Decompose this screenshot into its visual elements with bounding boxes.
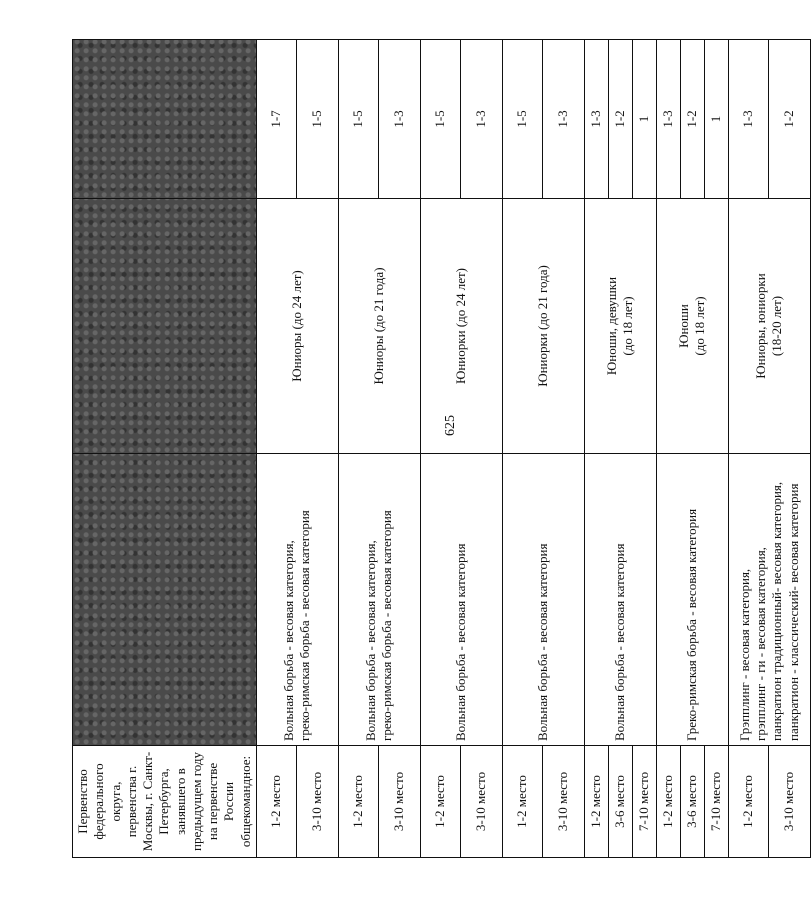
place-cell: 1-2 место	[338, 746, 378, 858]
discipline-line: Вольная борьба - весовая категория	[535, 543, 551, 741]
rotated-table-wrapper	[72, 40, 801, 858]
table-row	[256, 40, 296, 858]
qualification-table	[72, 39, 811, 858]
age-group-line: Юниорки (до 21 года)	[535, 265, 551, 387]
header-first-cell: Первенство федерального округа, первенства г. Москвы, г. Санкт-Петербурга, занявшего в предыдущем году на первенстве России общекомандное:	[73, 746, 257, 858]
discipline-line: греко-римская борьба - весовая категория	[379, 510, 395, 741]
rank-cell: 1-5	[296, 40, 338, 199]
rank-cell: 1-5	[502, 40, 542, 199]
discipline-cell	[420, 454, 502, 746]
rank-cell: 1-3	[378, 40, 420, 199]
table-header-row	[73, 40, 257, 858]
discipline-line: грэпплинг - ги - весовая категория,	[753, 547, 768, 741]
place-cell: 7-10 место	[704, 746, 728, 858]
discipline-line: панкратион - классический- весовая категория	[785, 483, 801, 741]
rank-cell: 1-2	[608, 40, 632, 199]
place-cell: 7-10 место	[632, 746, 656, 858]
discipline-line: Грэпплинг - весовая категория,	[736, 568, 752, 741]
rank-cell: 1-3	[460, 40, 502, 199]
place-cell: 1-2 место	[502, 746, 542, 858]
discipline-cell	[338, 454, 420, 746]
age-group-cell	[584, 199, 656, 454]
discipline-cell	[656, 454, 728, 746]
header-dark-cell-3	[73, 40, 257, 199]
age-group-line: (до 18 лет)	[692, 296, 708, 356]
rank-cell: 1-5	[338, 40, 378, 199]
age-group-cell	[728, 199, 810, 454]
age-group-line: Юниоры, юниорки	[753, 273, 768, 379]
age-group-line: Юноши, девушки	[604, 276, 619, 376]
header-dark-cell-2	[73, 199, 257, 454]
place-cell: 1-2 место	[584, 746, 608, 858]
place-cell: 3-6 место	[680, 746, 704, 858]
discipline-cell	[256, 454, 338, 746]
table-row	[420, 40, 460, 858]
rank-cell: 1-5	[420, 40, 460, 199]
table-body	[256, 40, 810, 858]
rank-cell: 1	[632, 40, 656, 199]
table-row	[338, 40, 378, 858]
table-row	[502, 40, 542, 858]
discipline-line: Греко-римская борьба - весовая категория	[684, 508, 700, 741]
discipline-line: Вольная борьба - весовая категория,	[363, 540, 378, 741]
age-group-cell	[656, 199, 728, 454]
rank-cell: 1-3	[728, 40, 768, 199]
table-row	[656, 40, 680, 858]
discipline-cell	[584, 454, 656, 746]
discipline-line: панкратион традиционный- весовая категория,	[769, 481, 785, 741]
place-cell: 3-10 место	[768, 746, 810, 858]
place-cell: 3-10 место	[542, 746, 584, 858]
place-cell: 3-10 место	[296, 746, 338, 858]
rank-cell: 1-7	[256, 40, 296, 199]
age-group-cell	[502, 199, 584, 454]
page-number: 625	[443, 415, 458, 436]
age-group-line: (до 18 лет)	[620, 296, 636, 356]
header-dark-cell-1	[73, 454, 257, 746]
age-group-cell	[256, 199, 338, 454]
place-cell: 3-10 место	[378, 746, 420, 858]
table-row	[728, 40, 768, 858]
rank-cell: 1-3	[542, 40, 584, 199]
age-group-cell	[420, 199, 502, 454]
discipline-line: греко-римская борьба - весовая категория	[297, 510, 313, 741]
place-cell: 1-2 место	[256, 746, 296, 858]
age-group-line: (18-20 лет)	[769, 295, 785, 357]
discipline-cell	[502, 454, 584, 746]
place-cell: 3-6 место	[608, 746, 632, 858]
table-row	[584, 40, 608, 858]
age-group-cell	[338, 199, 420, 454]
discipline-line: Вольная борьба - весовая категория	[453, 543, 469, 741]
place-cell: 1-2 место	[728, 746, 768, 858]
rank-cell: 1-3	[584, 40, 608, 199]
age-group-line: Юноши	[676, 304, 691, 348]
age-group-line: Юниоры (до 21 года)	[371, 267, 387, 385]
place-cell: 1-2 место	[656, 746, 680, 858]
discipline-line: Вольная борьба - весовая категория	[612, 543, 628, 741]
rank-cell: 1	[704, 40, 728, 199]
discipline-line: Вольная борьба - весовая категория,	[281, 540, 296, 741]
discipline-cell	[728, 454, 810, 746]
rank-cell: 1-3	[656, 40, 680, 199]
age-group-line: Юниоры (до 24 лет)	[289, 270, 305, 382]
place-cell: 1-2 место	[420, 746, 460, 858]
place-cell: 3-10 место	[460, 746, 502, 858]
rank-cell: 1-2	[768, 40, 810, 199]
rank-cell: 1-2	[680, 40, 704, 199]
age-group-line: Юниорки (до 24 лет)	[453, 268, 469, 385]
